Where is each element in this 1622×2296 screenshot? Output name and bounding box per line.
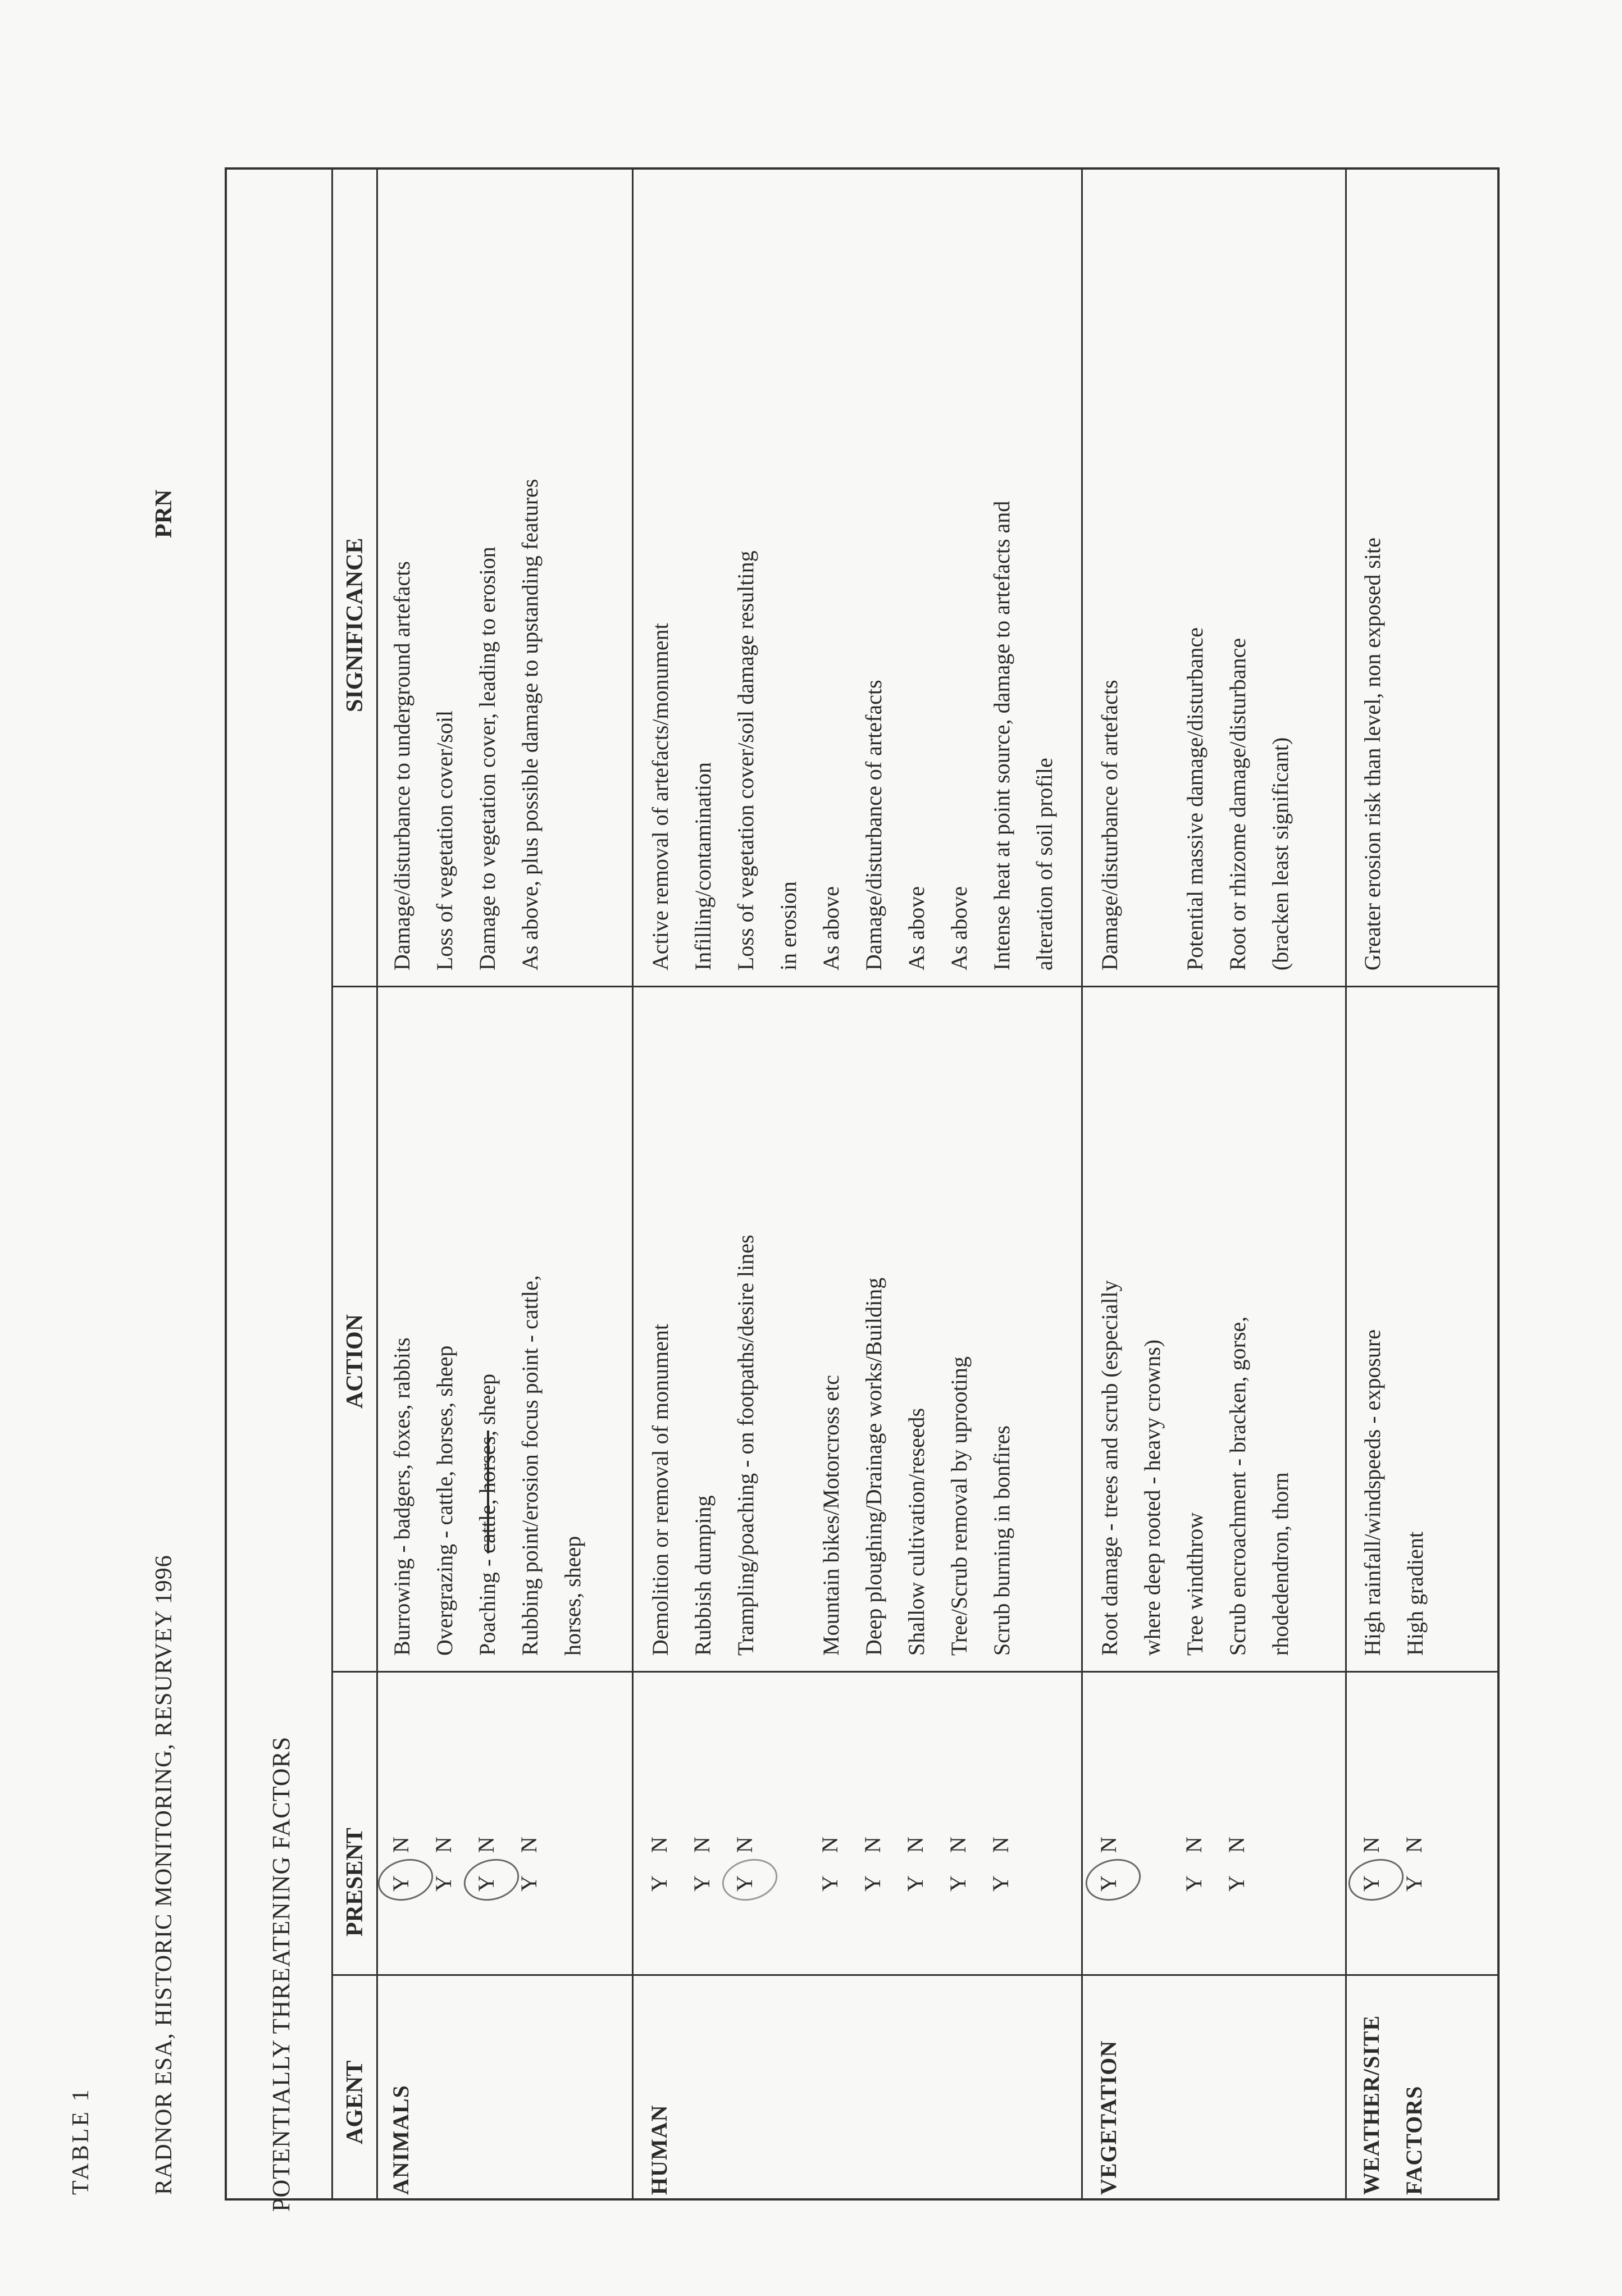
animals-bottom-rule [632,167,634,2201]
agent-vegetation: VEGETATION [1096,2040,1121,2195]
action-item: Trampling/poaching - on footpaths/desire lines [733,1234,758,1656]
agent-column-rule [331,1974,1500,1976]
significance-item: Damage/disturbance of artefacts [1097,680,1122,971]
col-header-significance: SIGNIFICANCE [342,537,368,712]
n-mark: N [1401,1814,1427,1853]
n-mark: N [988,1814,1013,1853]
significance-item: in erosion [776,881,801,971]
significance-item: (bracken least significant) [1268,737,1293,971]
action-column-rule [331,986,1500,987]
yn-row [902,1814,928,1892]
y-mark: Y [1359,1853,1384,1892]
n-mark: N [1181,1814,1206,1853]
significance-item: As above [904,886,929,971]
yn-row [1223,1814,1250,1892]
yn-row [516,1814,542,1892]
significance-item: Damage to vegetation cover, leading to erosion [475,546,500,971]
vegetation-bottom-rule [1345,167,1347,2201]
y-mark: Y [431,1853,456,1892]
action-item: Overgrazing - cattle, horses, sheep [432,1345,457,1656]
y-mark: Y [646,1853,672,1892]
n-mark: N [646,1814,672,1853]
y-mark: Y [516,1853,541,1892]
n-mark: N [903,1814,928,1853]
agent-animals: ANIMALS [388,2085,413,2195]
n-mark: N [1224,1814,1249,1853]
significance-item: As above, plus possible damage to upstanding features [517,479,543,971]
significance-item: Infilling/contamination [690,762,716,971]
action-item [466,1374,509,1656]
action-item: Tree windthrow [1182,1512,1208,1656]
y-mark: Y [860,1853,885,1892]
yn-row [1181,1814,1207,1892]
human-bottom-rule [1081,167,1083,2201]
struck-text: cattle, horses, [475,1431,500,1554]
yn-row [945,1814,971,1892]
y-mark: Y [732,1853,757,1892]
significance-item: Potential massive damage/disturbance [1182,627,1208,971]
yn-row [430,1814,457,1892]
agent-weather-line2: FACTORS [1401,2085,1427,2195]
n-mark: N [689,1814,714,1853]
n-mark: N [431,1814,456,1853]
action-item: horses, sheep [560,1536,585,1656]
action-item: Scrub encroachment - bracken, gorse, [1225,1316,1250,1656]
present-column-rule [331,1671,1500,1673]
n-mark: N [1359,1814,1384,1853]
action-item: High rainfall/windspeeds - exposure [1360,1329,1385,1656]
action-text: sheep [475,1373,500,1431]
agent-weather-line1: WEATHER/SITE [1359,2015,1384,2195]
action-item: Rubbish dumping [690,1495,716,1656]
y-mark: Y [689,1853,714,1892]
yn-row [817,1814,843,1892]
action-item: Burrowing - badgers, foxes, rabbits [389,1337,414,1656]
significance-item: Intense heat at point source, damage to artefacts and [989,500,1014,971]
y-mark: Y [988,1853,1013,1892]
n-mark: N [817,1814,842,1853]
col-header-agent: AGENT [342,2060,368,2144]
table-heading: POTENTIALLY THREATENING FACTORS [267,1736,295,2212]
n-mark: N [516,1814,541,1853]
yn-row [646,1814,672,1892]
action-item: Scrub burning in bonfires [989,1425,1014,1656]
significance-item: Damage/disturbance to underground artefacts [389,561,414,971]
significance-item: Greater erosion risk than level, non exposed site [1360,537,1385,971]
significance-item: alteration of soil profile [1032,758,1057,971]
y-mark: Y [388,1853,413,1892]
significance-item: Damage/disturbance of artefacts [861,680,886,971]
n-mark: N [945,1814,971,1853]
action-item: Mountain bikes/Motorcross etc [818,1375,844,1656]
header-bottom-rule [376,167,378,2201]
yn-row [689,1814,715,1892]
n-mark: N [388,1814,413,1853]
action-item: where deep rooted - heavy crowns) [1140,1339,1165,1656]
y-mark: Y [1401,1853,1427,1892]
col-header-action: ACTION [342,1314,368,1409]
significance-item: Active removal of artefacts/monument [648,623,673,971]
table-label: TABLE 1 [68,2087,94,2195]
y-mark: Y [817,1853,842,1892]
action-item: Root damage - trees and scrub (especially [1097,1280,1122,1656]
n-mark: N [473,1814,499,1853]
y-mark: Y [945,1853,971,1892]
action-item: Tree/Scrub removal by uprooting [946,1356,972,1656]
action-item: High gradient [1402,1531,1428,1656]
y-mark: Y [1096,1853,1121,1892]
significance-item: Root or rhizome damage/disturbance [1225,637,1250,971]
yn-row [987,1814,1014,1892]
significance-item: As above [946,886,972,971]
y-mark: Y [473,1853,499,1892]
y-mark: Y [1181,1853,1206,1892]
y-mark: Y [1224,1853,1249,1892]
significance-item: Loss of vegetation cover/soil damage resulting [733,550,758,971]
action-text: Poaching - [475,1553,500,1656]
action-item: Deep ploughing/Drainage works/Building [861,1277,886,1656]
action-item: rhodedendron, thorn [1268,1472,1293,1656]
action-item: Demolition or removal of monument [648,1324,673,1656]
y-mark: Y [903,1853,928,1892]
significance-item: Loss of vegetation cover/soil [432,710,457,971]
prn-label: PRN [151,489,177,538]
action-item: Shallow cultivation/reseeds [904,1407,929,1656]
yn-row [859,1814,886,1892]
header-top-rule [331,167,333,2201]
yn-row [1401,1814,1427,1892]
significance-item: As above [818,886,844,971]
document-title: RADNOR ESA, HISTORIC MONITORING, RESURVEY 1996 [151,1555,177,2195]
n-mark: N [1096,1814,1121,1853]
col-header-present: PRESENT [342,1828,368,1937]
n-mark: N [860,1814,885,1853]
agent-human: HUMAN [646,2104,672,2195]
n-mark: N [732,1814,757,1853]
action-item: Rubbing point/erosion focus point - cattle, [517,1275,543,1656]
